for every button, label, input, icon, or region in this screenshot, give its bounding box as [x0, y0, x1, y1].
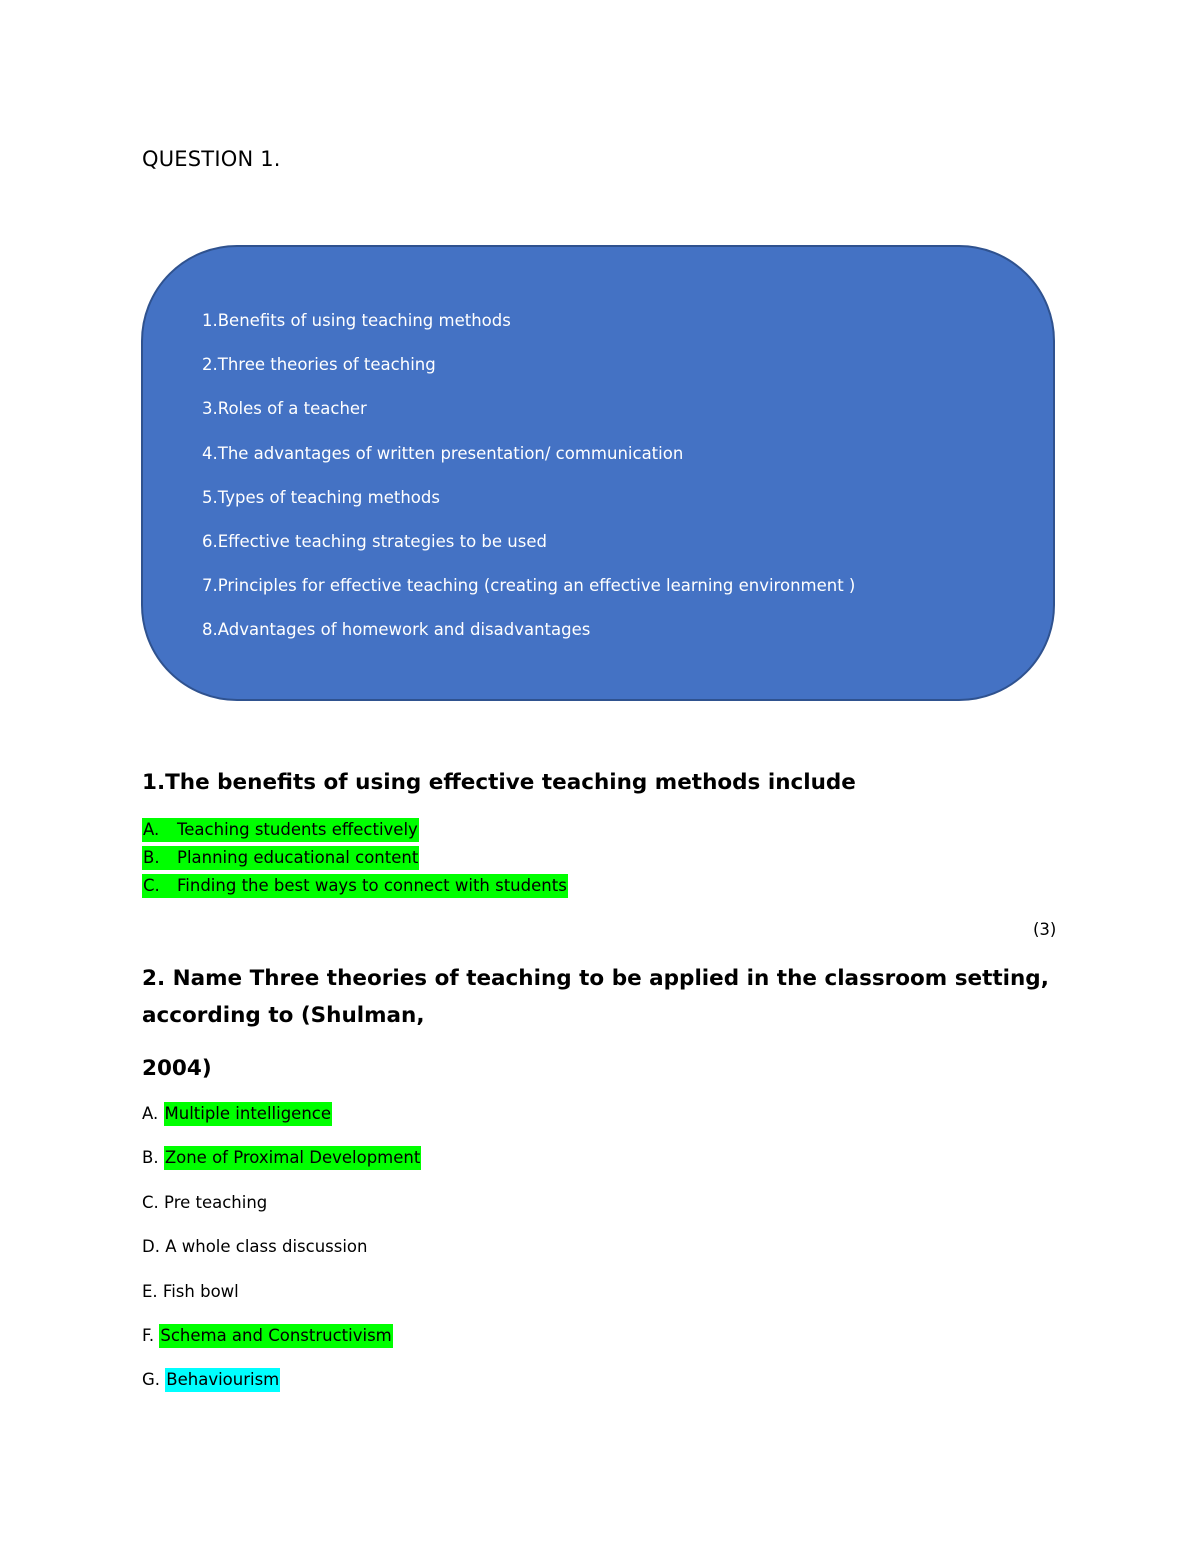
option-letter: A.: [142, 1104, 159, 1123]
option-letter: B.: [142, 1148, 159, 1168]
q1-option: [142, 846, 568, 874]
q2-option: [142, 1280, 421, 1324]
q2-option: [142, 1235, 421, 1279]
option-letter: C.: [142, 1192, 159, 1212]
q1-option: [142, 874, 568, 902]
q2-option: [142, 1324, 421, 1368]
topic-item: 8.Advantages of homework and disadvantages: [202, 620, 591, 640]
option-letter: C.: [143, 876, 160, 895]
topics-box: [141, 245, 1055, 701]
topic-item: 6.Effective teaching strategies to be used: [202, 531, 547, 551]
option-text: A whole class discussion: [165, 1237, 368, 1257]
option-text: Teaching students effectively: [177, 820, 418, 839]
question-title: QUESTION 1.: [142, 147, 281, 171]
option-text: Behaviourism: [165, 1368, 280, 1392]
option-letter: E.: [142, 1281, 158, 1301]
topics-list: [202, 309, 855, 663]
option-letter: D.: [142, 1237, 160, 1257]
option-text: Planning educational content: [177, 848, 419, 867]
q2-heading-line: according to (Shulman,: [142, 1003, 425, 1028]
q1-options: [142, 818, 568, 902]
q2-option: [142, 1146, 421, 1190]
q1-option-highlight: [142, 818, 419, 842]
q1-option-highlight: [142, 874, 568, 898]
topic-item: 1.Benefits of using teaching methods: [202, 311, 511, 330]
topic-item: 2.Three theories of teaching: [202, 355, 436, 375]
q2-heading-year: 2004): [142, 1056, 212, 1081]
q2-options: [142, 1102, 421, 1413]
q1-option-highlight: [142, 846, 419, 870]
option-letter: B.: [143, 848, 160, 867]
topic-item: 7.Principles for effective teaching (creating an effective learning environment ): [202, 576, 856, 596]
option-text: Schema and Constructivism: [159, 1324, 392, 1348]
option-letter: G.: [142, 1370, 161, 1390]
q1-marks: (3): [1033, 920, 1057, 939]
option-letter: A.: [143, 820, 160, 839]
option-text: Fish bowl: [162, 1281, 239, 1301]
topic-item: 5.Types of teaching methods: [202, 487, 440, 507]
q2-option: [142, 1102, 421, 1146]
q1-heading: 1.The benefits of using effective teaching methods include: [142, 770, 856, 795]
option-text: Pre teaching: [164, 1192, 268, 1212]
topic-item: 4.The advantages of written presentation/ communication: [202, 443, 684, 463]
q1-option: [142, 818, 568, 846]
option-text: Multiple intelligence: [164, 1102, 333, 1126]
q2-option: [142, 1368, 421, 1412]
option-text: Zone of Proximal Development: [164, 1146, 422, 1170]
q2-option: [142, 1191, 421, 1235]
option-text: Finding the best ways to connect with students: [177, 876, 567, 895]
option-letter: F.: [142, 1325, 155, 1345]
q2-heading-line: 2. Name Three theories of teaching to be applied in the classroom setting,: [142, 966, 1049, 991]
topic-item: 3.Roles of a teacher: [202, 399, 367, 419]
q2-heading: [142, 960, 1049, 1034]
